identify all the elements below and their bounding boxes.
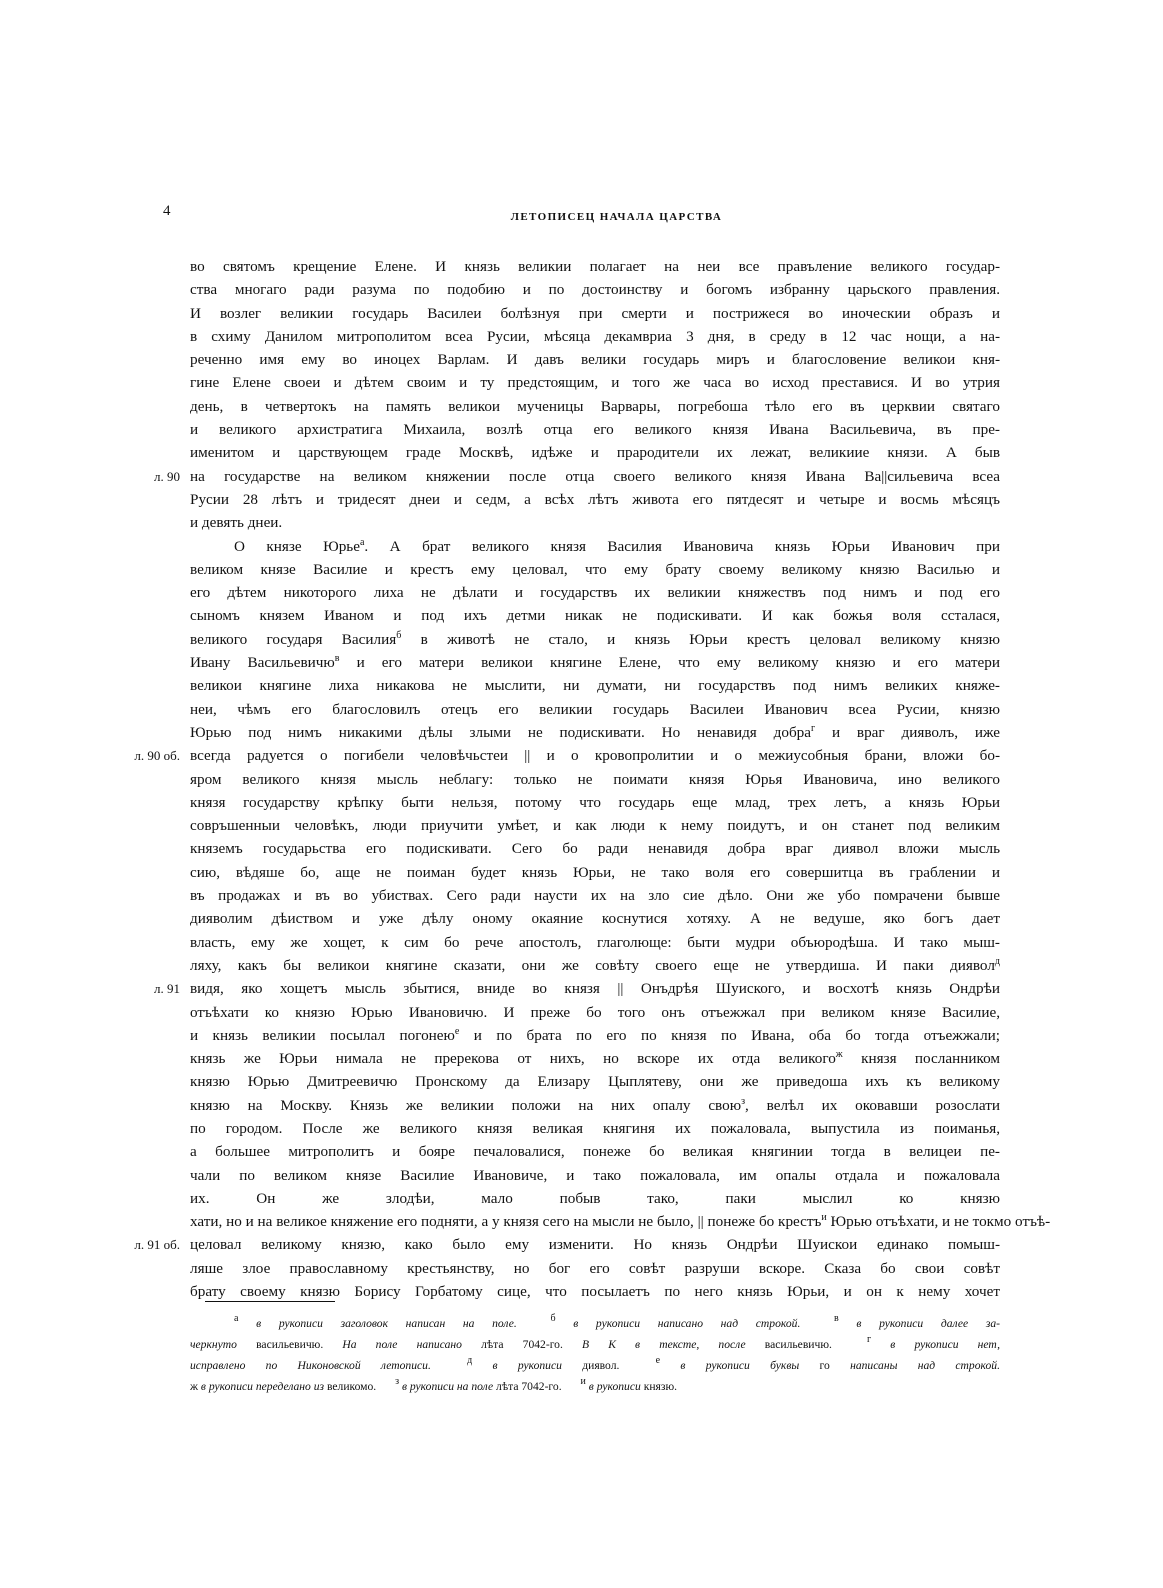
text-line: княземъ государьства его подискивати. Сего бо ради ненавидя добра враг диявол вложи мысль (190, 840, 1000, 858)
text-line: князь же Юрьи нимала не пререкова от нихъ, но вскоре их отда великого$^ж$ князя посланником (190, 1049, 1000, 1068)
margin-folio: л. 91 (154, 981, 180, 997)
text-line: и великого архистратига Михаила, возлѣ отца его великого князя Ивана Васильевича, въ пре- (190, 421, 1000, 439)
text-line: чали по великом князе Василие Ивановиче, и тако пожаловала, им опалы отдала и пожаловала (190, 1166, 1000, 1184)
text-line: брату своему князю Борису Горбатому сице, что посылаетъ по него князь Юрьи, и он к нему хочет (190, 1283, 1000, 1301)
text-line: л. 91 об. целовал великому князю, како было ему изменити. Но князь Ондрѣи Шуискои единако помыш- (190, 1233, 1000, 1256)
text-line: князя государству крѣпку быти нельзя, потому что государь еще млад, трех летъ, а князь Юрьи (190, 793, 1000, 811)
text-line: а большее митрополитъ и бояре печаловалися, понеже бо великая княгинии тогда в велицеи пе- (190, 1143, 1000, 1161)
margin-folio: л. 90 (154, 468, 180, 484)
footnote-line: черкнуто васильевичю. На поле написано лѣта 7042-го. В К в тексте, после васильевичю. $^г$ в рукописи нет, (190, 1334, 1000, 1351)
text-line: ляху, какъ бы великои княгине сказати, они же совѣту своего еще не утвердиша. И паки диявол$^д$ (190, 955, 1000, 974)
page-number: 4 (163, 203, 171, 219)
text-line: великого государя Василия$^б$ в животѣ не стало, и князь Юрьи крестъ целовал великому князю (190, 629, 1000, 648)
text-line: дияволим дѣиством и уже дѣлу оному окаяние коснутися хотяху. А не ведуше, яко богъ дает (190, 910, 1000, 928)
text-line: их. Он же злодѣи, мало побыв тако, паки мыслил ко князю (190, 1189, 1000, 1207)
text-line: отъѣхати ко князю Юрью Ивановичю. И преже бо того онъ отъежжал при великом князе Василие, (190, 1003, 1000, 1021)
margin-folio: л. 91 об. (134, 1237, 180, 1253)
text-line: его дѣтем никоторого лиха не дѣлати и государствъ их великии княжествъ под нимъ и под его (190, 584, 1000, 602)
text-line: в схиму Данилом митрополитом всеа Русии, мѣсяца декамвриа 3 дня, в среду в 12 час нощи, а на- (190, 327, 1000, 345)
text-line: князю Юрью Дмитреевичю Пронскому да Елизару Цыплятеву, они же приведоша ихъ къ великому (190, 1073, 1000, 1091)
footnote-line: ж в рукописи переделано из великомо. $^з$ в рукописи на поле лѣта 7042-го. $^и$ в рукописи князю. (190, 1376, 678, 1393)
text-line: л. 90 об. всегда радуется о погибели человѣчьстеи || и о кровопролитии и о межиусобныя брани, вложи бо- (190, 744, 1000, 767)
text-line: хати, но и на великое княжение его подняти, а у князя сего на мысли не было, || понеже бо крестъ$^и$ Юрью отъѣхати, и не токмо отъѣ- (190, 1212, 1051, 1231)
text-line: совръшенныи человѣкъ, люди приучити умѣет, и как люди к нему поидутъ, и он станет под великим (190, 817, 1000, 835)
text-line: Юрью под нимъ никакими дѣлы злыми не подискивати. Но ненавидя добра$^г$ и враг дияволъ, иже (190, 722, 1001, 741)
text-line: И возлег великии государь Василеи болѣзнуя при смерти и пострижеся во иноческии образъ и (190, 304, 1000, 322)
text-line: князю на Москву. Князь же великии положи на них опалу свою$^з$, велѣл их оковавши розослати (190, 1095, 1000, 1114)
footnote-rule (205, 1301, 335, 1302)
text-line: О князе Юрье$^а$. А брат великого князя Василия Ивановича князь Юрьи Иванович при (234, 536, 1000, 555)
text-line: л. 90 на государстве на великом княжении после отца своего великого князя Ивана Ва||сильевича всеа (190, 465, 1000, 488)
footnote-line: исправлено по Никоновской летописи. $^д$ в рукописи диявол. $^е$ в рукописи буквы го написаны над строкой. (190, 1355, 1000, 1372)
text-line: л. 91 видя, яко хощетъ мысль збытися, вниде во князя || Онъдрѣя Шуиского, и восхотѣ князь Ондрѣи (190, 977, 1000, 1000)
text-line: день, в четвертокъ на память великои мученицы Варвары, погребоша тѣло его въ церквии святаго (190, 397, 1000, 415)
text-line: яром великого князя мысль неблагу: только не поимати князя Юрья Ивановича, ино великого (190, 770, 1000, 788)
text-line: именитом и царствующем граде Москвѣ, идѣже и прародители их лежат, великиие князи. А быв (190, 444, 1000, 462)
text-line: неи, чѣмъ его благословилъ отецъ его великии государь Василеи Иванович всеа Русии, князю (190, 700, 1000, 718)
text-line: власть, ему же хощет, к сим бо рече апостолъ, глаголюще: быти мудри объюродѣша. И тако мыш- (190, 933, 1000, 951)
text-line: и девять днеи. (190, 514, 283, 532)
text-line: сыномъ князем Иваном и под ихъ детми никак не подискивати. И как божья воля ссталася, (190, 607, 1000, 625)
text-line: великои княгине лиха никакова не мыслити, ни думати, ни государствъ под нимъ великих княже- (190, 677, 1000, 695)
text-line: реченно имя ему во иноцех Варлам. И давъ велики государь миръ и благословение великои кня- (190, 351, 1000, 369)
text-line: по городом. После же великого князя великая княгиня их пожаловала, выпустила из поиманья, (190, 1119, 1000, 1137)
running-title: ЛЕТОПИСЕЦ НАЧАЛА ЦАРСТВА (510, 211, 723, 223)
text-line: въ продажах и въ во убиствах. Сего ради наусти их на зло сие дѣло. Они же убо помрачени бывше (190, 887, 1000, 905)
text-line: Русии 28 лѣтъ и тридесят днеи и седм, а всѣх лѣтъ живота его пятдесят и четыре и восмь мѣсяцъ (190, 490, 1000, 508)
margin-folio: л. 90 об. (134, 748, 180, 764)
main-text (134, 255, 1051, 1327)
text-line: ляше злое православному крестьянству, но бог его совѣт разруши вскоре. Сказа бо свои совѣт (190, 1259, 1000, 1277)
text-line: гине Елене своеи и дѣтем своим и ту предстоящим, и того же часа во исход преставися. И во утрия (190, 374, 1000, 392)
text-line: великом князе Василие и крестъ ему целовал, что ему брату своему великому князю Василью и (190, 560, 1000, 578)
text-line: и князь великии посылал погонею$^е$ и по брата по его по князя по Ивана, оба бо тогда отъежжали; (190, 1025, 1000, 1044)
text-line: ства многаго ради разума по подобию и по достоинству и богомъ избранну царьского правления. (190, 281, 1000, 299)
text-line: сию, вѣдяше бо, аще не поиман будет князь Юрьи, не тако воля его совершитца въ граблении и (190, 863, 1000, 881)
footnote-line: $^а$ в рукописи заголовок написан на поле. $^б$ в рукописи написано над строкой. $^в$ в рукописи далее за- (234, 1313, 1001, 1330)
text-line: Ивану Васильевичю$^в$ и его матери великои княгине Елене, что ему великому князю и его матери (190, 653, 1000, 672)
text-line: во святомъ крещение Елене. И князь великии полагает на неи все правъление великого государ- (190, 258, 1000, 275)
footnotes (190, 1313, 1000, 1397)
